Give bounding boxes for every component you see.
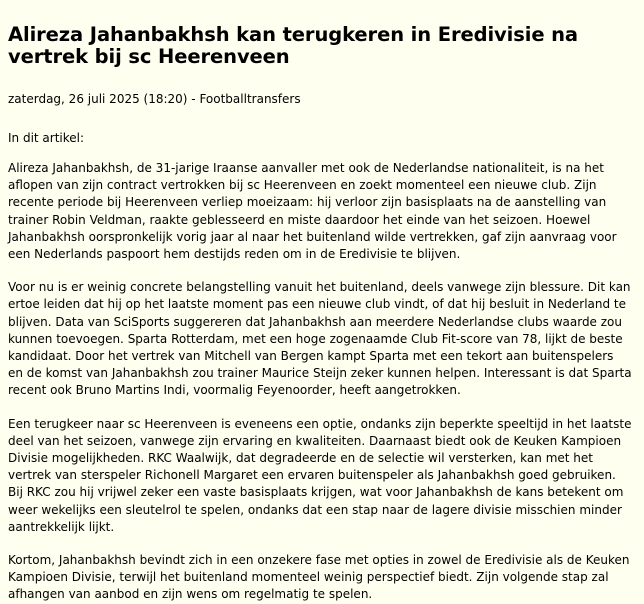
article-paragraph: Kortom, Jahanbakhsh bevindt zich in een onzekere fase met opties in zowel de Eredivisie als de Keuken Kampioen Divisie, terwijl het buitenland momenteel weinig perspectief biedt. Zijn volgende stap zal afhangen van aanbod en zijn wens om regelmatig te spelen. (8, 553, 630, 602)
article-paragraph: Alireza Jahanbakhsh, de 31-jarige Iraanse aanvaller met ook de Nederlandse nationaliteit, is na het aflopen van zijn contract vertrokken bij sc Heerenveen en zoekt momenteel een nieuwe club. Zijn recente periode bij Heerenveen verliep moeizaam: hij verloor zijn basisplaats na de aanstelling van trainer Robin Veldman, raakte geblesseerd en miste daardoor het einde van het seizoen. Hoewel Jahanbakhsh oorspronkelijk vorig jaar al naar het buitenland wilde vertrekken, gaf zijn aanvraag voor een Nederlands paspoort hem destijds reden om in de Eredivisie te blijven. (8, 161, 617, 262)
article-intro-label: In dit artikel: (8, 131, 85, 145)
article-paragraph: Een terugkeer naar sc Heerenveen is eveneens een optie, ondanks zijn beperkte speeltijd in het laatste deel van het seizoen, vanwege zijn ervaring en kwaliteiten. Daarnaast biedt ook de Keuken Kampioen Divisie mogelijkheden. RKC Waalwijk, dat degradeerde en de selectie wil versterken, kan met het vertrek van sterspeler Richonell Margaret een ervaren buitenspeler als Jahanbakhsh goed gebruiken. Bij RKC zou hij vrijwel zeker een vaste basisplaats krijgen, wat voor Jahanbakhsh de kans betekent om weer wekelijks een sleutelrol te spelen, ondanks dat een stap naar de lagere divisie misschien minder aantrekkelijk lijkt. (8, 416, 632, 534)
article-paragraph: Voor nu is er weinig concrete belangstelling vanuit het buitenland, deels vanwege zijn blessure. Dit kan ertoe leiden dat hij op het laatste moment pas een nieuwe club vindt, of dat hij besluit in Nederland te blijven. Data van SciSports suggereren dat Jahanbakhsh aan meerdere Nederlandse clubs waarde zou kunnen toevoegen. Sparta Rotterdam, met een hoge zogenaamde Club Fit-score van 78, lijkt de beste kandidaat. Door het vertrek van Mitchell van Bergen kampt Sparta met een tekort aan buitenspelers en de komst van Jahanbakhsh zou trainer Maurice Steijn zeker kunnen helpen. Interessant is dat Sparta recent ook Bruno Martins Indi, voormalig Feyenoorder, heeft aangetrokken. (8, 280, 632, 398)
article-meta: zaterdag, 26 juli 2025 (18:20) - Footballtransfers (8, 92, 301, 106)
article-title: Alireza Jahanbakhsh kan terugkeren in Eredivisie na vertrek bij sc Heerenveen (8, 23, 578, 68)
